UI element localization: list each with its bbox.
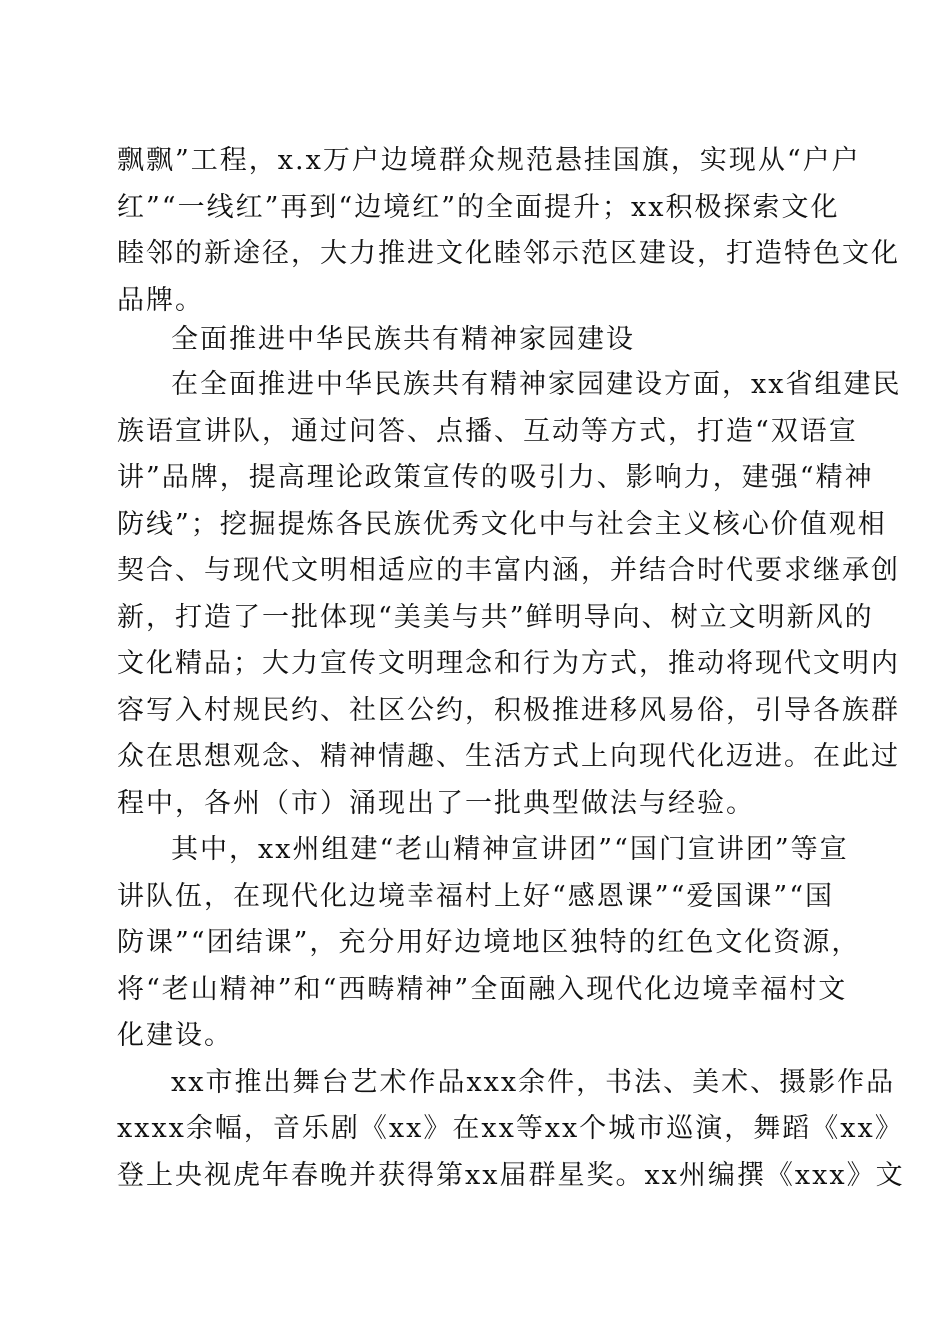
paragraph-line: 新，打造了一批体现“美美与共”鲜明导向、树立文明新风的 (117, 601, 874, 633)
paragraph-line: 防课”“团结课”，充分用好边境地区独特的红色文化资源， (117, 927, 861, 958)
paragraph-line: xxxx余幅，音乐剧《xx》在xx等xx个城市巡演，舞蹈《xx》 (117, 1113, 904, 1144)
paragraph-line: 程中，各州（市）涌现出了一批典型做法与经验。 (117, 787, 755, 819)
body-text (117, 362, 905, 1199)
section-heading-block (117, 317, 833, 364)
paragraph (117, 1060, 905, 1200)
paragraph-line: 防线”；挖掘提炼各民族优秀文化中与社会主义核心价值观相 (117, 508, 887, 540)
paragraph-line: 容写入村规民约、社区公约，积极推进移风易俗，引导各族群 (117, 694, 900, 726)
paragraph (117, 362, 902, 827)
paragraph-line: 飘飘”工程，x.x万户边境群众规范悬挂国旗，实现从“户户 (117, 145, 861, 176)
paragraph-line: 讲队伍，在现代化边境幸福村上好“感恩课”“爱国课”“国 (117, 880, 835, 912)
paragraph-line: 文化精品；大力宣传文明理念和行为方式，推动将现代文明内 (117, 648, 900, 679)
paragraph-line: 品牌。 (117, 284, 204, 316)
paragraph-line: 登上央视虎年春晚并获得第xx届群星奖。xx州编撰《xxx》文 (117, 1159, 905, 1191)
paragraph-line: 契合、与现代文明相适应的丰富内涵，并结合时代要求继承创 (117, 555, 900, 586)
paragraph-line: 化建设。 (117, 1020, 233, 1051)
paragraph-line: 红”“一线红”再到“边境红”的全面提升；xx积极探索文化 (117, 191, 840, 223)
section-heading: 全面推进中华民族共有精神家园建设 (171, 324, 635, 355)
lead-paragraph (117, 138, 900, 324)
paragraph (117, 827, 861, 1060)
paragraph-line: 族语宣讲队，通过问答、点播、互动等方式，打造“双语宣 (117, 415, 858, 447)
paragraph-line: 众在思想观念、精神情趣、生活方式上向现代化迈进。在此过 (117, 741, 900, 772)
paragraph-line: 其中，xx州组建“老山精神宣讲团”“国门宣讲团”等宣 (171, 834, 849, 865)
paragraph-line: xx市推出舞台艺术作品xxx余件，书法、美术、摄影作品 (171, 1066, 896, 1098)
paragraph-line: 在全面推进中华民族共有精神家园建设方面，xx省组建民 (171, 369, 902, 400)
paragraph-line: 睦邻的新途径，大力推进文化睦邻示范区建设，打造特色文化 (117, 238, 900, 269)
paragraph-line: 讲”品牌，提高理论政策宣传的吸引力、影响力，建强“精神 (117, 462, 874, 493)
paragraph-line: 将“老山精神”和“西畴精神”全面融入现代化边境幸福村文 (117, 973, 848, 1005)
